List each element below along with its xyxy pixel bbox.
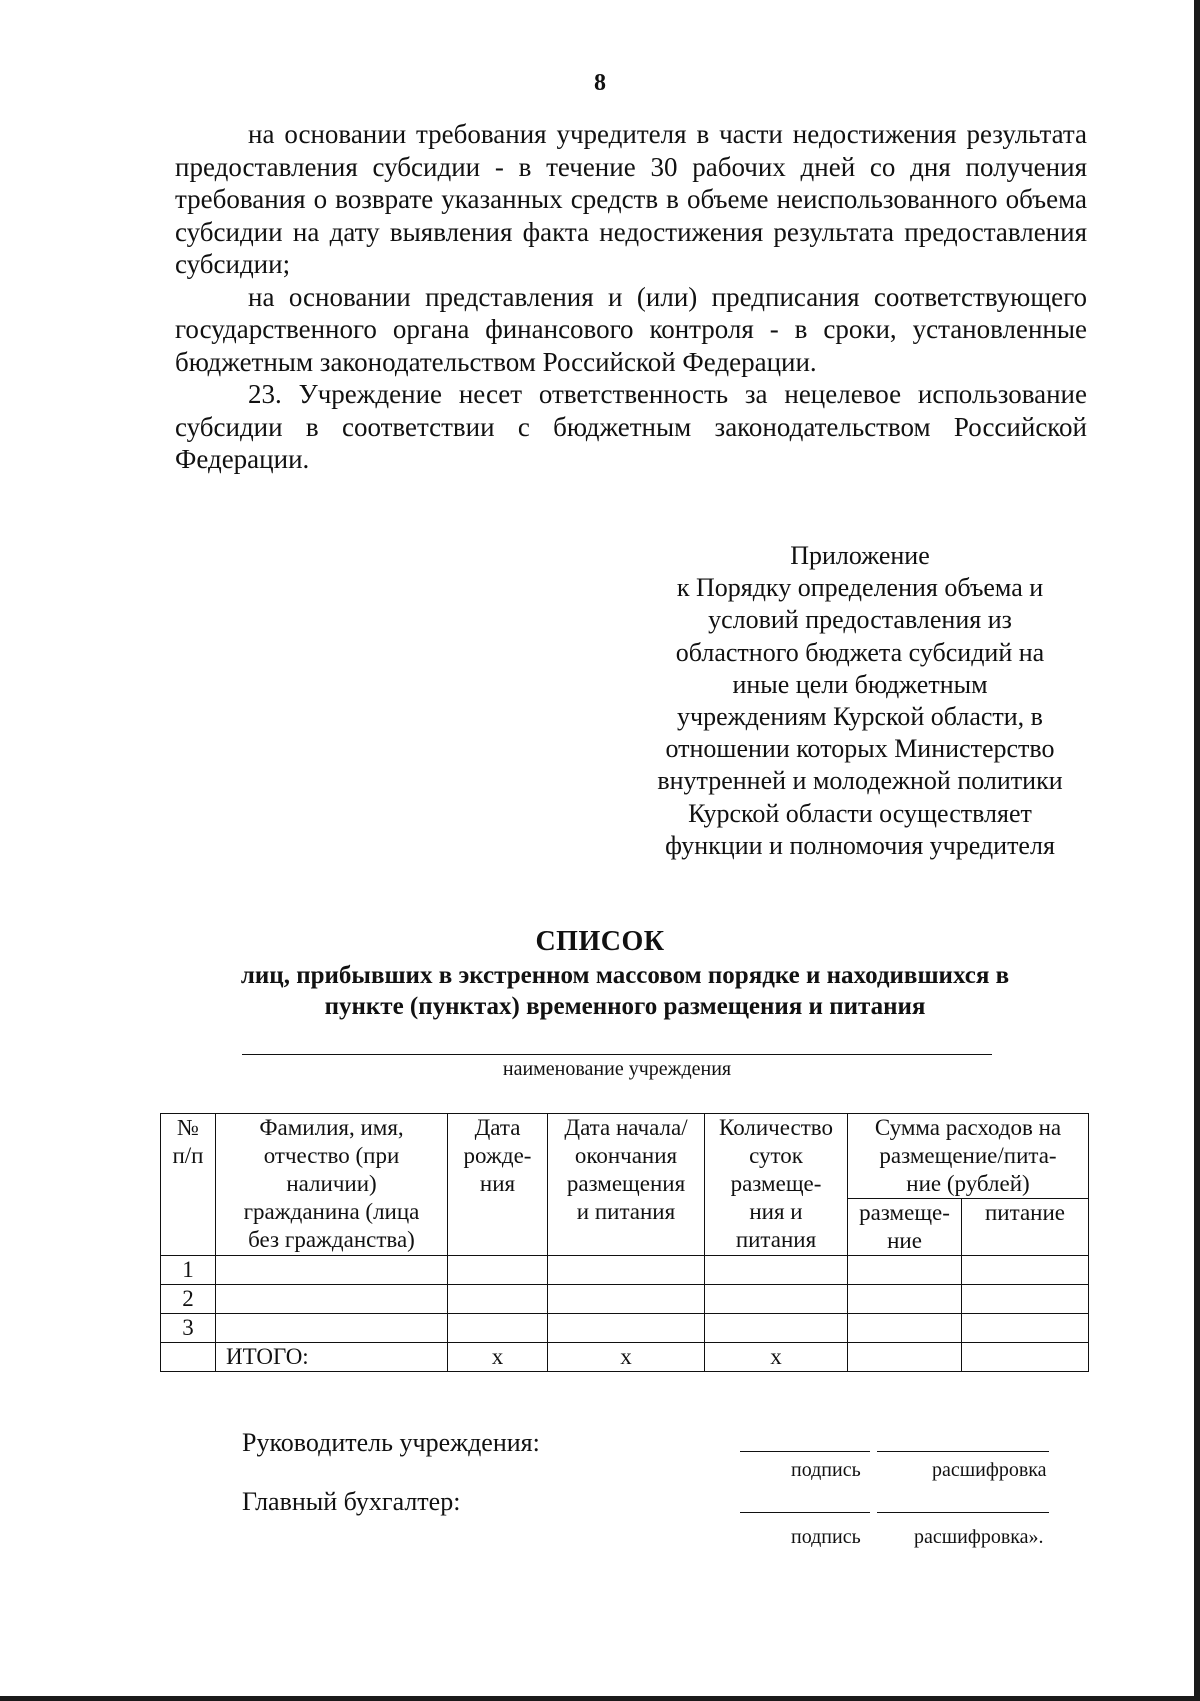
accountant-decode-line bbox=[877, 1512, 1049, 1513]
cell-num: 2 bbox=[161, 1285, 216, 1314]
institution-name-line bbox=[242, 1054, 992, 1055]
cell-name bbox=[216, 1256, 448, 1285]
appendix-line: учреждениям Курской области, в bbox=[677, 702, 1043, 732]
scan-edge-right bbox=[1194, 0, 1200, 1701]
body-text bbox=[175, 118, 1087, 476]
head-sign-line bbox=[740, 1451, 870, 1452]
cell-dates bbox=[548, 1314, 705, 1343]
accountant-sign-line bbox=[740, 1512, 870, 1513]
appendix-line: к Порядку определения объема и bbox=[676, 573, 1044, 603]
table-header-row bbox=[161, 1114, 1089, 1199]
head-signature-label: Руководитель учреждения: bbox=[242, 1428, 540, 1457]
head-sign-caption: подпись bbox=[791, 1459, 861, 1481]
institution-caption: наименование учреждения bbox=[502, 1058, 732, 1080]
cell-birth bbox=[448, 1285, 548, 1314]
cell-lodging bbox=[848, 1314, 962, 1343]
cell-food bbox=[962, 1314, 1089, 1343]
appendix-block bbox=[640, 540, 1080, 862]
list-subtitle-line: лиц, прибывших в экстренном массовом порядке и находившихся в bbox=[240, 962, 1010, 989]
cell-dates bbox=[548, 1256, 705, 1285]
cell-num bbox=[161, 1343, 216, 1372]
cell-name bbox=[216, 1285, 448, 1314]
cell-birth bbox=[448, 1256, 548, 1285]
appendix-line: Приложение bbox=[790, 541, 930, 570]
table-total-row bbox=[161, 1343, 1089, 1372]
head-decode-line bbox=[877, 1451, 1049, 1452]
accountant-signature-label: Главный бухгалтер: bbox=[242, 1487, 461, 1516]
header-birth-date: Дата рожде- ния bbox=[448, 1114, 548, 1256]
appendix-line: отношении которых Министерство bbox=[665, 734, 1055, 764]
header-days: Количество суток размеще- ния и питания bbox=[705, 1114, 848, 1256]
paragraph-control-body: на основании представления и (или) предписания соответствующего государственного органа финансового контроля - в сроки, установленные бюджетным законодательством Российской Федерации. bbox=[175, 281, 1087, 377]
cell-lodging bbox=[848, 1256, 962, 1285]
appendix-line: условий предоставления из bbox=[708, 605, 1012, 635]
cell-days bbox=[705, 1314, 848, 1343]
cell-num: 1 bbox=[161, 1256, 216, 1285]
scan-edge-bottom bbox=[0, 1696, 1200, 1701]
total-days: x bbox=[705, 1343, 848, 1372]
cell-lodging bbox=[848, 1285, 962, 1314]
header-num: № п/п bbox=[161, 1114, 216, 1256]
appendix-line: внутренней и молодежной политики bbox=[657, 766, 1063, 796]
cell-dates bbox=[548, 1285, 705, 1314]
persons-table bbox=[160, 1113, 1089, 1372]
cell-name bbox=[216, 1314, 448, 1343]
cell-days bbox=[705, 1285, 848, 1314]
list-title: СПИСОК bbox=[535, 926, 665, 957]
accountant-decode-caption: расшифровка». bbox=[914, 1526, 1044, 1548]
table-row bbox=[161, 1285, 1089, 1314]
appendix-line: функции и полномочия учредителя bbox=[665, 830, 1055, 860]
cell-days bbox=[705, 1256, 848, 1285]
paragraph-item-23: 23. Учреждение несет ответственность за нецелевое использование субсидии в соответствии с бюджетным законодательством Российской Федерации. bbox=[175, 379, 1087, 474]
cell-food bbox=[962, 1285, 1089, 1314]
cell-num: 3 bbox=[161, 1314, 216, 1343]
cell-food bbox=[962, 1256, 1089, 1285]
head-decode-caption: расшифровка bbox=[932, 1459, 1047, 1481]
total-lodging bbox=[848, 1343, 962, 1372]
appendix-line: иные цели бюджетным bbox=[732, 669, 988, 699]
list-subtitle-line: пункте (пунктах) временного размещения и питания bbox=[324, 993, 926, 1020]
total-birth: x bbox=[448, 1343, 548, 1372]
header-lodging: размеще- ние bbox=[848, 1199, 962, 1256]
list-subtitle bbox=[150, 960, 1100, 1022]
header-dates: Дата начала/ окончания размещения и питания bbox=[548, 1114, 705, 1256]
total-label: ИТОГО: bbox=[216, 1343, 448, 1372]
appendix-line: Курской области осуществляет bbox=[688, 798, 1032, 828]
table-row bbox=[161, 1256, 1089, 1285]
header-food: питание bbox=[962, 1199, 1089, 1256]
total-food bbox=[962, 1343, 1089, 1372]
header-sum: Сумма расходов на размещение/пита- ние (рублей) bbox=[848, 1114, 1089, 1199]
cell-birth bbox=[448, 1314, 548, 1343]
paragraph-founder-requirement: на основании требования учредителя в части недостижения результата предоставления субсидии - в течение 30 рабочих дней со дня получения требования о возврате указанных средств в объеме неиспользованного объема субсидии на дату выявления факта недостижения результата предоставления субсидии; bbox=[175, 119, 1087, 279]
total-dates: x bbox=[548, 1343, 705, 1372]
appendix-line: областного бюджета субсидий на bbox=[675, 637, 1045, 667]
page-number: 8 bbox=[594, 70, 606, 96]
table-row bbox=[161, 1314, 1089, 1343]
accountant-sign-caption: подпись bbox=[791, 1526, 861, 1548]
header-name: Фамилия, имя, отчество (при наличии) гражданина (лица без гражданства) bbox=[216, 1114, 448, 1256]
